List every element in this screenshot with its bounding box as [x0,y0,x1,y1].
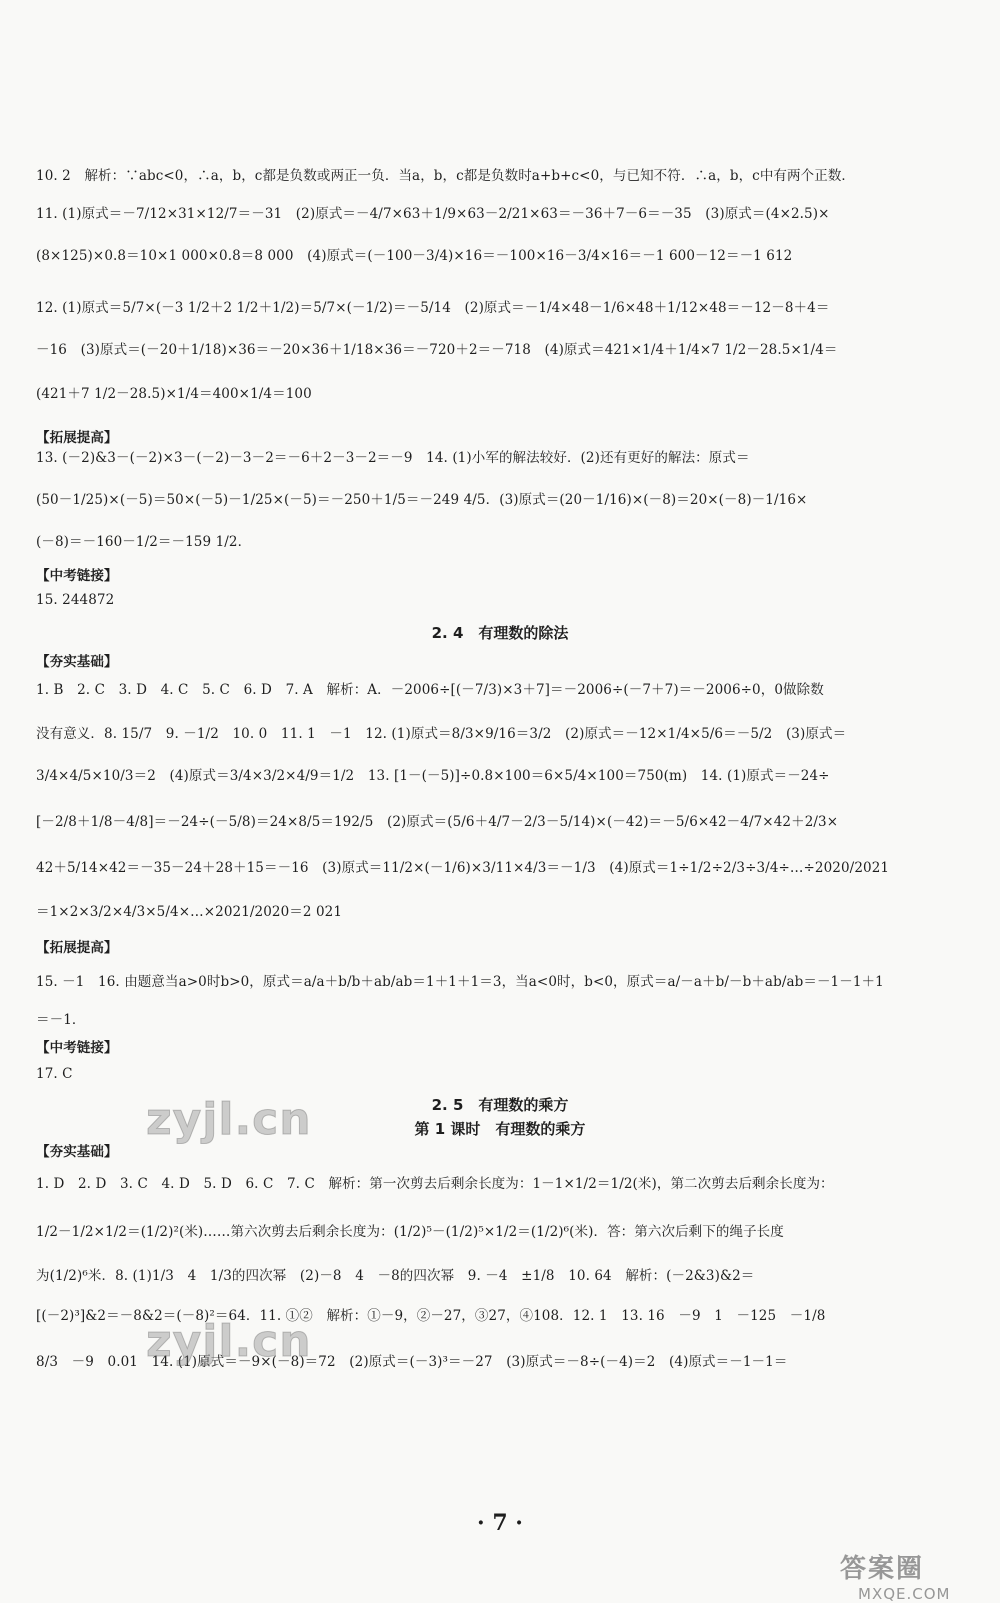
answer-line: 10. 2 解析：∵abc<0，∴a，b，c都是负数或两正一负．当a，b，c都是负数时a+b+c<0，与已知不符．∴a，b，c中有两个正数． [36,168,856,184]
answer-line: 为(1/2)⁶米．8. (1)1/3 4 1/3的四次幂 (2)－8 4 －8的四次幂 9. －4 ±1/8 10. 64 解析：(－2&3)&2＝ [36,1268,755,1284]
answer-line: 17. C [36,1066,73,1082]
answer-line: (8×125)×0.8＝10×1 000×0.8＝8 000 (4)原式＝(－100－3/4)×16＝－100×16－3/4×16＝－1 600－12＝－1 612 [36,248,793,264]
logo-text-en: MXQE.COM [858,1585,951,1603]
answer-line: －16 (3)原式＝(－20＋1/18)×36＝－20×36＋1/18×36＝－720＋2＝－718 (4)原式＝421×1/4＋1/4×7 1/2－28.5×1/4＝ [36,342,838,358]
section-title: 2. 4 有理数的除法 [431,624,569,642]
section-tag-extension: 【拓展提高】 [36,430,118,446]
answer-line: ＝1×2×3/2×4/3×5/4×…×2021/2020＝2 021 [36,904,343,920]
answer-line: (421＋7 1/2－28.5)×1/4＝400×1/4＝100 [36,386,312,402]
section-tag-basics: 【夯实基础】 [36,1144,118,1160]
answer-line: (50－1/25)×(－5)＝50×(－5)－1/25×(－5)＝－250＋1/5＝－249 4/5．(3)原式＝(20－1/16)×(－8)＝20×(－8)－1/16× [36,492,808,508]
section-title: 2. 5 有理数的乘方 [431,1096,569,1114]
answer-line: 13. (－2)&3－(－2)×3－(－2)－3－2＝－6＋2－3－2＝－9 14. (1)小军的解法较好．(2)还有更好的解法：原式＝ [36,450,750,466]
answer-line: 8/3 －9 0.01 14. (1)原式＝－9×(－8)＝72 (2)原式＝(－3)³＝－27 (3)原式＝－8÷(－4)＝2 (4)原式＝－1－1＝ [36,1354,788,1370]
answer-line: 42＋5/14×42＝－35－24＋28＋15＝－16 (3)原式＝11/2×(－1/6)×3/11×4/3＝－1/3 (4)原式＝1÷1/2÷2/3÷3/4÷…÷2020/2021 [36,860,890,876]
page-number: · 7 · [477,1510,523,1536]
answer-line: 12. (1)原式＝5/7×(－3 1/2＋2 1/2＋1/2)＝5/7×(－1/2)＝－5/14 (2)原式＝－1/4×48－1/6×48＋1/12×48＝－12－8＋4＝ [36,300,830,316]
answer-line: [－2/8＋1/8－4/8]＝－24÷(－5/8)＝24×8/5＝192/5 (2)原式＝(5/6＋4/7－2/3－5/14)×(－42)＝－5/6×42－4/7×42＋2/3× [36,814,839,830]
section-tag-extension: 【拓展提高】 [36,940,118,956]
answer-line: 15. －1 16. 由题意当a>0时b>0，原式＝a/a＋b/b＋ab/ab＝1＋1＋1＝3，当a<0时，b<0，原式＝a/－a＋b/－b＋ab/ab＝－1－1＋1 [36,974,884,990]
section-tag-exam: 【中考链接】 [36,1040,118,1056]
lesson-title: 第 1 课时 有理数的乘方 [414,1120,586,1138]
answer-line: 1/2－1/2×1/2＝(1/2)²(米)……第六次剪去后剩余长度为：(1/2)⁵－(1/2)⁵×1/2＝(1/2)⁶(米)．答：第六次后剩下的绳子长度 [36,1224,784,1240]
answer-line: [(－2)³]&2＝－8&2＝(－8)²＝64．11. ①② 解析：①－9，②－27，③27，④108．12. 1 13. 16 －9 1 －125 －1/8 [36,1308,826,1324]
section-tag-exam: 【中考链接】 [36,568,118,584]
site-logo [840,1548,990,1603]
answer-line: 3/4×4/5×10/3＝2 (4)原式＝3/4×3/2×4/9＝1/2 13. [1－(－5)]÷0.8×100＝6×5/4×100＝750(m) 14. (1)原式＝－24÷ [36,768,830,784]
logo-text-cn: 答案圈 [840,1554,925,1584]
answer-line: (－8)＝－160－1/2＝－159 1/2． [36,534,252,550]
answer-line: 15. 244872 [36,592,115,608]
answer-line: 没有意义．8. 15/7 9. －1/2 10. 0 11. 1 －1 12. (1)原式＝8/3×9/16＝3/2 (2)原式＝－12×1/4×5/6＝－5/2 (3)原式＝ [36,726,847,742]
answer-line: 1. B 2. C 3. D 4. C 5. C 6. D 7. A 解析：A．－2006÷[(－7/3)×3＋7]＝－2006÷(－7＋7)＝－2006÷0，0做除数 [36,682,824,698]
watermark: zyjl.cn [146,1094,312,1145]
answer-line: 1. D 2. D 3. C 4. D 5. D 6. C 7. C 解析：第一次剪去后剩余长度为：1－1×1/2＝1/2(米)，第二次剪去后剩余长度为： [36,1176,834,1192]
watermark: zyjl.cn [146,1316,312,1367]
section-tag-basics: 【夯实基础】 [36,654,118,670]
answer-line: 11. (1)原式＝－7/12×31×12/7＝－31 (2)原式＝－4/7×63＋1/9×63－2/21×63＝－36＋7－6＝－35 (3)原式＝(4×2.5)× [36,206,830,222]
answer-line: ＝－1． [36,1012,86,1028]
